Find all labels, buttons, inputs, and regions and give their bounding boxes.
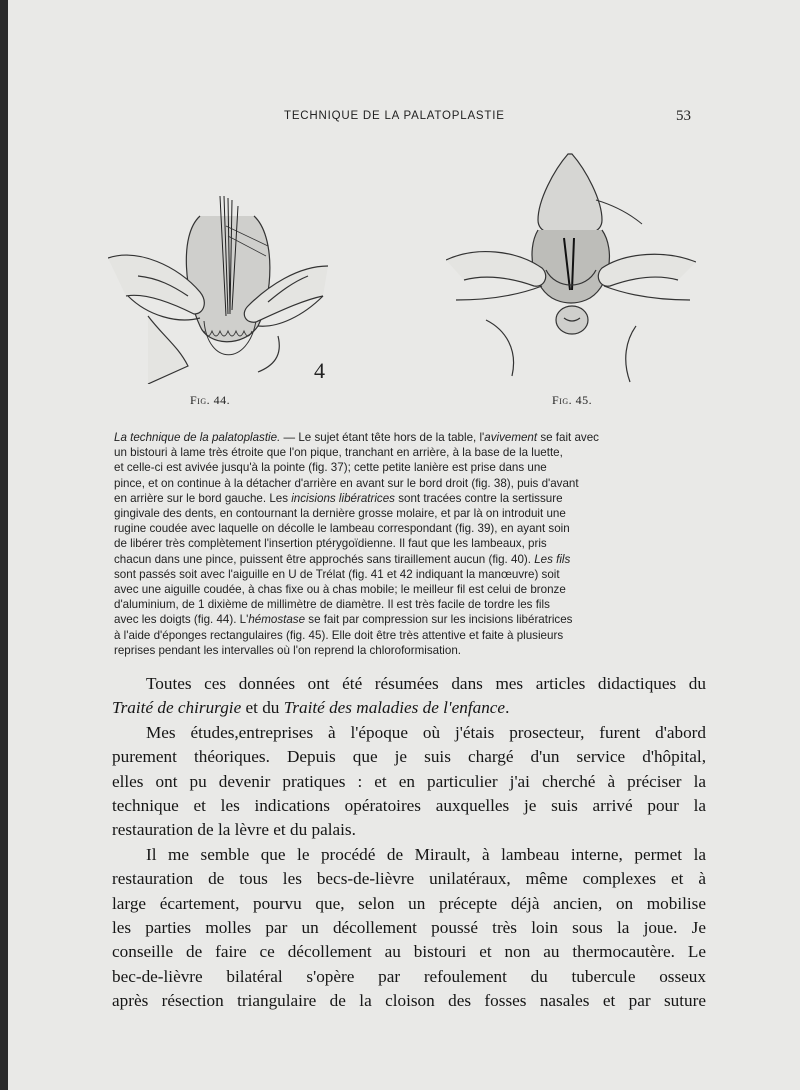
figure-45-illustration	[446, 150, 696, 388]
figure-44-caption: Fig. 44.	[190, 393, 231, 407]
figure-44-illustration	[108, 196, 328, 384]
legend-line: en arrière sur le bord gauche. Les incisions libératrices sont tracées contre la sertissure	[114, 491, 563, 505]
paragraph-line: conseille de faire ce décollement au bistouri et non au thermocautère. Le	[112, 942, 706, 962]
page-number: 53	[676, 108, 691, 124]
paragraph-line: bec-de-lièvre bilatéral s'opère par refoulement du tubercule osseux	[112, 966, 706, 986]
paragraph-line: les parties molles par un décollement poussé très loin sous la joue. Je	[112, 918, 706, 938]
paragraph-line: restauration de tous les becs-de-lièvre unilatéraux, même complexes et à	[112, 869, 706, 889]
legend-line: sont passés soit avec l'aiguille en U de Trélat (fig. 41 et 42 indiquant la manœuvre) soit	[114, 567, 560, 581]
legend-line: à l'aide d'éponges rectangulaires (fig. 45). Elle doit être très attentive et faite à plusieurs	[114, 628, 564, 642]
legend-line: chacun dans une pince, puissent être approchés sans tiraillement aucun (fig. 40). Les fils	[114, 552, 571, 566]
legend-lead: La technique de la palatoplastie.	[114, 431, 281, 444]
main-text	[112, 672, 706, 1014]
legend-line: un bistouri à lame très étroite que l'on pique, tranchant en arrière, à la base de la luette,	[114, 446, 563, 460]
figure-45-caption: Fig. 45.	[552, 393, 593, 407]
legend-line: d'aluminium, de 1 dixième de millimètre de diamètre. Il est très facile de tordre les fils	[114, 598, 550, 612]
running-header	[8, 108, 800, 128]
paragraph-line: Traité de chirurgie et du Traité des maladies de l'enfance.	[112, 698, 510, 718]
paragraph-line: purement théoriques. Depuis que je suis chargé d'un service d'hôpital,	[112, 747, 706, 767]
paragraph-line: Mes études,entreprises à l'époque où j'étais prosecteur, furent d'abord	[146, 722, 706, 742]
legend-line: de libérer très complètement l'insertion ptérygoïdienne. Il faut que les lambeaux, pris	[114, 537, 547, 551]
figure-legend	[114, 430, 700, 658]
legend-line: et celle-ci est avivée jusqu'à la pointe (fig. 37); cette petite lanière est prise dans une	[114, 461, 547, 475]
legend-line: reprises pendant les intervalles où l'on reprend la chloroformisation.	[114, 643, 461, 657]
figure-marker: 4	[314, 358, 325, 383]
paragraph-line: restauration de la lèvre et du palais.	[112, 820, 356, 840]
book-page	[8, 0, 800, 1090]
legend-line: La technique de la palatoplastie. — Le sujet étant tête hors de la table, l'avivement se fait avec	[114, 431, 599, 444]
paragraph-line: large écartement, pourvu que, selon un précepte déjà ancien, on mobilise	[112, 893, 706, 913]
legend-line: pince, et on continue à la détacher d'arrière en avant sur le bord droit (fig. 38), puis d'avant	[114, 476, 579, 490]
legend-line: avec une aiguille coudée, à chas fixe ou à chas mobile; le meilleur fil est celui de bronze	[114, 583, 566, 597]
paragraph-line: Il me semble que le procédé de Mirault, à lambeau interne, permet la	[146, 844, 706, 864]
legend-line: avec les doigts (fig. 44). L'hémostase se fait par compression sur les incisions libératrices	[114, 613, 573, 627]
legend-line: rugine coudée avec laquelle on décolle le lambeau correspondant (fig. 39), en ayant soin	[114, 522, 570, 536]
running-title: TECHNIQUE DE LA PALATOPLASTIE	[284, 110, 505, 122]
legend-line: gingivale des dents, en contournant la dernière grosse molaire, et par là on introduit une	[114, 507, 566, 521]
paragraph-line: après résection triangulaire de la cloison des fosses nasales et par suture	[112, 991, 706, 1011]
paragraph-line: technique et les indications opératoires auxquelles je suis arrivé pour la	[112, 796, 706, 816]
paragraph-line: Toutes ces données ont été résumées dans mes articles didactiques du	[146, 674, 706, 693]
paragraph-line: elles ont pu devenir pratiques : et en particulier j'ai cherché à préciser la	[112, 771, 706, 791]
